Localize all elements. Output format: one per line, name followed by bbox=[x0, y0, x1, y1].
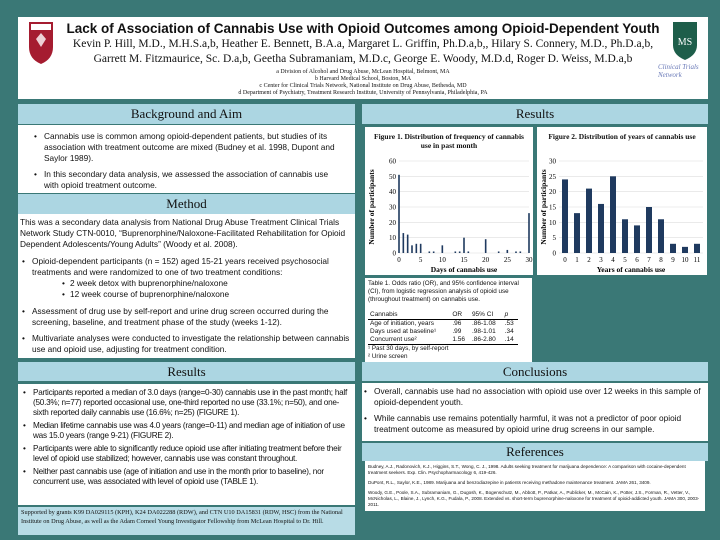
bullet: • Participants were able to significantly reduce opioid use after initiating treatment before their level of opioid use stabilized; however, cannabis use was constant throughout. bbox=[21, 444, 352, 464]
bar bbox=[420, 244, 422, 253]
bar bbox=[634, 225, 640, 253]
table-row bbox=[368, 336, 518, 345]
authors-line-1: Kevin P. Hill, M.D., M.H.S.a,b, Heather E. Bennett, B.A.a, Margaret L. Griffin, Ph.D.a,b,, Hilary S. Connery, M.D., Ph.D.a,b, bbox=[72, 38, 654, 50]
column-header: 95% CI bbox=[471, 311, 494, 318]
figure-2 bbox=[537, 127, 707, 275]
y-tick-label: 30 bbox=[549, 157, 556, 166]
bullet: • Opioid-dependent participants (n = 152) aged 15-21 years received psychosocial treatments and were randomized to one of two treatment conditions: bbox=[20, 256, 351, 278]
bar bbox=[485, 239, 487, 253]
poster-header bbox=[18, 17, 708, 99]
bar bbox=[562, 179, 568, 253]
y-tick-label: 20 bbox=[389, 218, 396, 227]
section-header-results-right: Results bbox=[362, 104, 708, 124]
x-tick-label: 3 bbox=[599, 256, 603, 264]
bullet: • Cannabis use is common among opioid-dependent patients, but studies of its association with treatment outcome are mixed (Budney et al. 1998, Dupont and Saylor 1989). bbox=[32, 131, 345, 164]
x-axis-label: Years of cannabis use bbox=[596, 265, 666, 274]
affiliation: b Harvard Medical School, Boston, MA bbox=[314, 76, 412, 82]
bar bbox=[429, 251, 431, 253]
y-tick-label: 10 bbox=[389, 234, 396, 243]
y-tick-label: 25 bbox=[549, 172, 556, 181]
figure-2-chart bbox=[537, 127, 707, 275]
column-header: Cannabis bbox=[370, 311, 398, 318]
section-header-results: Results bbox=[18, 362, 355, 381]
bar bbox=[403, 233, 405, 253]
reference: Woody, G.E., Poole, S.A., Subramaniam, G., Dugosh, K., Bogenschutz, M., Abbott, P., Patkar, A., Publicker, M., McCain, K., Potter, J.S., Forman, R., Vetter, V., McNicholas, L., Blaine, J., Lynch, K.G., Fudala, P., 2008. Extended vs. short-term buprenorphine-naloxone for treatment of opioid-addicted youth. JAMA 300, 2003-2011. bbox=[368, 490, 700, 507]
y-tick-label: 50 bbox=[389, 172, 396, 181]
bar bbox=[574, 213, 580, 253]
x-tick-label: 30 bbox=[525, 256, 533, 264]
bar bbox=[442, 245, 444, 253]
affiliation: a Division of Alcohol and Drug Abuse, McLean Hospital, Belmont, MA bbox=[276, 69, 450, 75]
section-header-conclusions: Conclusions bbox=[362, 362, 708, 381]
bar bbox=[433, 251, 435, 253]
x-tick-label: 0 bbox=[563, 256, 567, 264]
y-tick-label: 15 bbox=[549, 203, 556, 212]
x-tick-label: 15 bbox=[460, 256, 468, 264]
method-section bbox=[18, 214, 355, 358]
table-1-grid bbox=[368, 311, 518, 345]
bar bbox=[411, 245, 413, 253]
bar bbox=[598, 204, 604, 253]
y-axis-label: Number of participants bbox=[539, 169, 548, 245]
bullet: • Overall, cannabis use had no association with opioid use over 12 weeks in this sample of opioid-dependent youth. bbox=[362, 386, 705, 408]
y-axis-label: Number of participants bbox=[367, 169, 376, 245]
figure-1 bbox=[365, 127, 533, 275]
x-tick-label: 6 bbox=[635, 256, 639, 264]
bar bbox=[682, 247, 688, 253]
bar bbox=[459, 251, 461, 253]
reference: DuPont, R.L., Saylor, K.E., 1989. Marijuana and benzodiazepine in patients receiving methadone maintenance treatment. JAMA 261, 3409. bbox=[368, 480, 651, 485]
x-tick-label: 4 bbox=[611, 256, 615, 264]
footnote: ² Urine screen bbox=[368, 353, 408, 360]
references-section bbox=[365, 461, 705, 511]
column-header: p bbox=[504, 311, 509, 318]
affiliation: c Center for Clinical Trials Network, National Institute on Drug Abuse, Bethesda, MD bbox=[259, 83, 467, 89]
x-tick-label: 0 bbox=[397, 256, 401, 264]
figure-1-chart bbox=[365, 127, 533, 275]
x-tick-label: 11 bbox=[693, 256, 701, 264]
cell: .86-1.08 bbox=[471, 320, 496, 327]
cell: Days used at baseline¹ bbox=[370, 328, 437, 335]
y-tick-label: 40 bbox=[389, 188, 396, 197]
y-tick-label: 10 bbox=[549, 218, 556, 227]
bullet: • Median lifetime cannabis use was 4.0 years (range=0-11) and median age of initiation of use was 15.0 years (range 9-21) (FIGURE 2). bbox=[21, 421, 352, 441]
x-tick-label: 5 bbox=[623, 256, 627, 264]
cell: 1.56 bbox=[452, 336, 466, 343]
bar bbox=[515, 251, 517, 253]
conclusions-section bbox=[362, 383, 708, 441]
bar bbox=[468, 251, 470, 253]
poster-title: Lack of Association of Cannabis Use with Opioid Outcomes among Opioid-Dependent Youth bbox=[66, 21, 660, 36]
y-tick-label: 30 bbox=[389, 203, 396, 212]
figure-2-title: Figure 2. Distribution of years of cannabis use bbox=[548, 132, 696, 141]
method-intro: This was a secondary data analysis from National Drug Abuse Treatment Clinical Trials Network Study CTN-0010, “Buprenorphine/Naloxone-Facilitated Rehabilitation for Opioid Dependent Adolescents/Young Adults” (Woody et al. 2008). bbox=[20, 217, 346, 249]
bar bbox=[658, 219, 664, 253]
bullet: • Participants reported a median of 3.0 days (range=0-30) cannabis use in the past month; half (50.3%; n=77) reported occasional use, one-third reported no use (33.1%; n=50), and one-sixth reported daily cannabis use (16.6%; n=25) (FIGURE 1). bbox=[21, 388, 352, 418]
svg-text:MS: MS bbox=[677, 37, 693, 48]
bar bbox=[407, 235, 409, 253]
bullet: • Multivariate analyses were conducted to investigate the relationship between cannabis use and opioid use, adjusting for treatment condition. bbox=[20, 333, 351, 355]
bullet: • Assessment of drug use by self-report and urine drug screen occurred during the screening, baseline, and treatment phase of the study (weeks 1-12). bbox=[20, 306, 351, 328]
y-tick-label: 0 bbox=[392, 249, 396, 258]
bar bbox=[610, 176, 616, 253]
bar bbox=[455, 251, 457, 253]
background-section bbox=[18, 125, 355, 193]
x-axis-label: Days of cannabis use bbox=[430, 265, 498, 274]
figure-1-title: Figure 1. Distribution of frequency of cannabis use in past month bbox=[374, 132, 524, 150]
ctn-logo-text: Clinical Trials Network bbox=[658, 63, 699, 79]
bar bbox=[528, 213, 530, 253]
x-tick-label: 5 bbox=[418, 256, 423, 264]
bar bbox=[498, 251, 500, 253]
y-tick-label: 60 bbox=[389, 157, 396, 166]
x-tick-label: 20 bbox=[482, 256, 490, 264]
cell: .96 bbox=[452, 320, 462, 327]
cell: .86-2.80 bbox=[471, 336, 496, 343]
affiliation: d Department of Psychiatry, Treatment Research Institute, University of Pennsylvania, Philadelphia, PA bbox=[238, 90, 488, 96]
bar bbox=[694, 244, 700, 253]
reference: Budney, A.J., Radonovich, K.J., Higgins, S.T., Wong, C. J., 1998. Adults seeking treatment for marijuana dependence: A comparison with cocaine-dependent treatment seekers. Exp. Clin. Psychopharmacology 6, 419-426. bbox=[368, 464, 686, 475]
bar bbox=[507, 250, 509, 253]
mclean-shield-logo bbox=[672, 21, 698, 61]
authors-line-2: Garrett M. Fitzmaurice, Sc. D.a,b, Geetha Subramaniam, M.D.c, George E. Woody, M.D.d, Roger D. Weiss, M.D.a,b bbox=[93, 53, 633, 65]
funding-note: Supported by grants K99 DA029115 (KPH), K24 DA022288 (RDW), and CTN U10 DA15831 (RDW, HSC) from the National Institute on Drug Abuse, as well as the Adam Corneel Young Investigator Fellowship from McLean Hospital to Dr. Hill. bbox=[18, 507, 355, 535]
section-header-background: Background and Aim bbox=[18, 104, 355, 124]
footnote: ¹ Past 30 days, by self-report bbox=[368, 345, 449, 352]
x-tick-label: 1 bbox=[575, 256, 579, 264]
bullet: • In this secondary data analysis, we assessed the association of cannabis use with opioid treatment outcome. bbox=[32, 169, 345, 191]
cell: .99 bbox=[452, 328, 462, 335]
bar bbox=[670, 244, 676, 253]
table-row bbox=[368, 320, 518, 329]
cell: .53 bbox=[504, 320, 514, 327]
column-header: OR bbox=[452, 311, 463, 318]
cell: .98-1.01 bbox=[471, 328, 496, 335]
x-tick-label: 10 bbox=[681, 256, 689, 264]
table-row bbox=[368, 328, 518, 336]
x-tick-label: 8 bbox=[659, 256, 663, 264]
table-1-caption: Table 1. Odds ratio (OR), and 95% confidence interval (CI), from logistic regression analysis of opioid use (throughout treatment) on cannabis use. bbox=[368, 280, 519, 303]
cell: Age of initiation, years bbox=[370, 320, 434, 327]
bar bbox=[622, 219, 628, 253]
y-tick-label: 0 bbox=[552, 249, 556, 258]
cell: .34 bbox=[504, 328, 514, 335]
section-header-method: Method bbox=[18, 194, 355, 214]
y-tick-label: 5 bbox=[552, 234, 556, 243]
bar bbox=[520, 251, 522, 253]
table-1 bbox=[365, 278, 532, 366]
results-section bbox=[18, 384, 355, 505]
bar bbox=[463, 238, 465, 253]
sub-bullet: • 12 week course of buprenorphine/naloxone bbox=[60, 289, 351, 300]
x-tick-label: 7 bbox=[647, 256, 651, 264]
bar bbox=[646, 207, 652, 253]
x-tick-label: 10 bbox=[438, 256, 446, 264]
cell: Concurrent use² bbox=[370, 336, 417, 343]
bar bbox=[398, 175, 400, 253]
bullet: • While cannabis use remains potentially harmful, it was not a predictor of poor opioid treatment outcome as measured by opioid urine drug screens in our sample. bbox=[362, 413, 705, 435]
x-tick-label: 9 bbox=[671, 256, 675, 264]
sub-bullet: • 2 week detox with buprenorphine/naloxone bbox=[60, 278, 351, 289]
bar bbox=[586, 189, 592, 253]
bullet: • Neither past cannabis use (age of initiation and use in the month prior to baseline), nor concurrent use, was associated with level of opioid use (TABLE 1). bbox=[21, 467, 352, 487]
section-header-references: References bbox=[362, 443, 708, 461]
cell: .14 bbox=[504, 336, 514, 343]
x-tick-label: 25 bbox=[503, 256, 511, 264]
x-tick-label: 2 bbox=[587, 256, 591, 264]
y-tick-label: 20 bbox=[549, 188, 556, 197]
bar bbox=[416, 244, 418, 253]
